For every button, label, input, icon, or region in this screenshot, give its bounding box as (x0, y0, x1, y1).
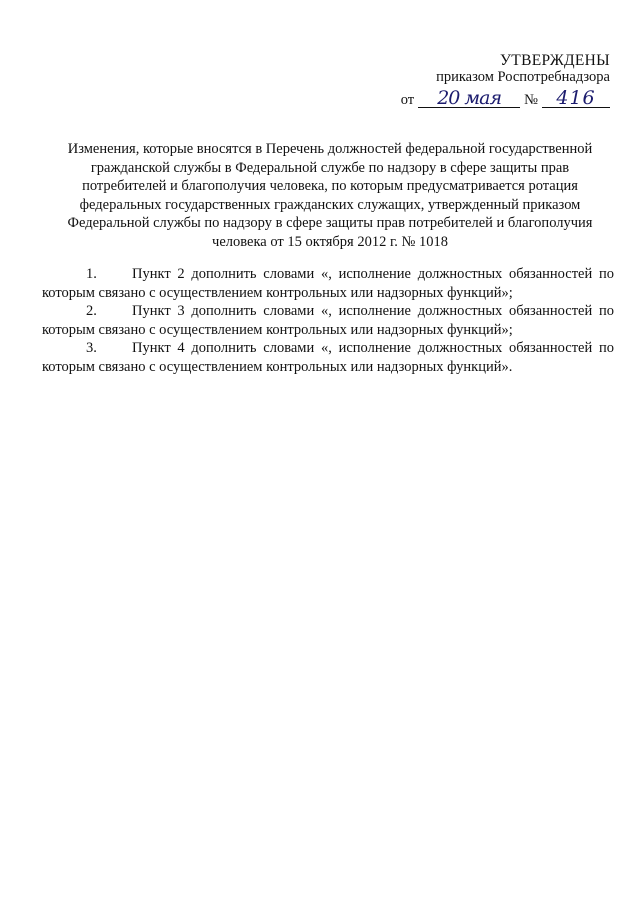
item-number: 2. (86, 303, 97, 320)
amendment-list (42, 265, 614, 377)
list-item (42, 339, 614, 376)
item-text: Пункт 3 дополнить словами «, исполнение должностных обязанностей по которым связано с осуществлением контрольных или надзорных функций»; (42, 303, 614, 338)
order-reference (401, 89, 610, 109)
list-item (42, 302, 614, 339)
approval-issuer: приказом Роспотребнадзора (436, 69, 610, 85)
date-prefix: от (400, 92, 415, 108)
handwritten-date: 20 мая (418, 89, 520, 108)
item-number: 3. (86, 340, 97, 357)
item-number: 1. (86, 266, 97, 282)
handwritten-order-number: 416 (542, 89, 610, 108)
item-text: Пункт 4 дополнить словами «, исполнение должностных обязанностей по которым связано с осуществлением контрольных или надзорных функций». (42, 340, 614, 375)
approval-heading: УТВЕРЖДЕНЫ (500, 52, 610, 69)
document-title: Изменения, которые вносятся в Перечень должностей федеральной государственной гражданской службы в Федеральной службе по надзору в сфере защиты прав потребителей и благополучия человека, по которым предусматривается ротация федеральных государственных гражданских служащих, утвержденный приказом Федеральной службы по надзору в сфере защиты прав потребителей и благополучия человека от 15 октября 2012 г. № 1018 (67, 141, 593, 250)
approval-stamp (401, 52, 610, 109)
number-prefix: № (524, 92, 538, 108)
list-item (42, 265, 614, 302)
item-text: Пункт 2 дополнить словами «, исполнение должностных обязанностей по которым связано с осуществлением контрольных или надзорных функций»; (42, 266, 614, 301)
